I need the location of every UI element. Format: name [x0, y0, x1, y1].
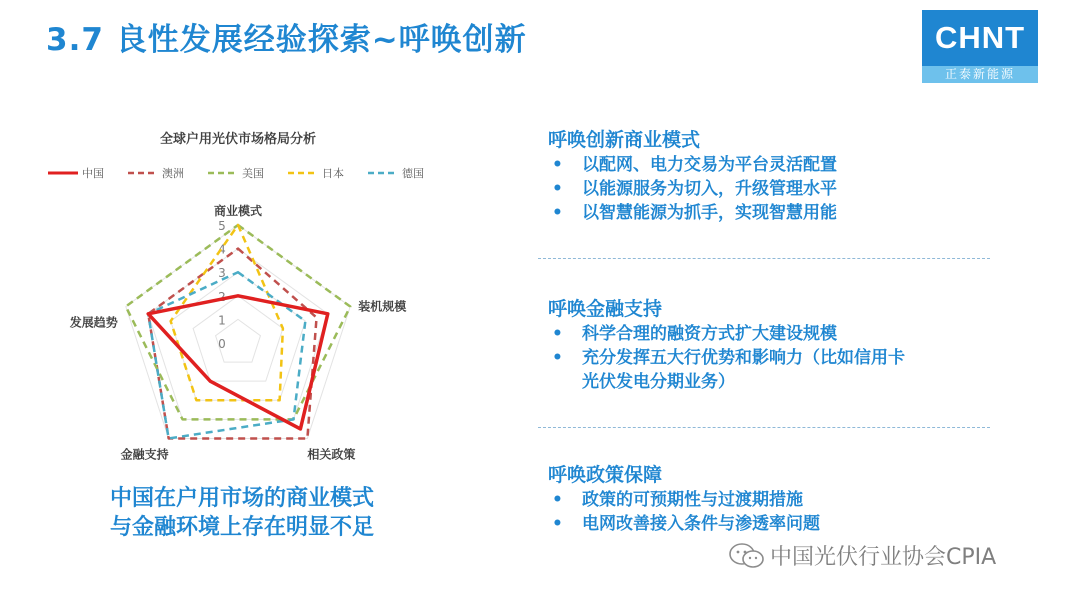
- grid-ring: [126, 225, 350, 438]
- caption-line-1: 中国在户用市场的商业模式: [109, 486, 374, 511]
- axis-label: 装机规模: [358, 299, 407, 314]
- bullet-dot: •: [552, 490, 563, 510]
- section-policy: [548, 462, 1018, 536]
- legend-label: 日本: [322, 167, 344, 180]
- section-title: 呼唤政策保障: [548, 464, 663, 486]
- section-divider: [538, 258, 990, 259]
- watermark: [728, 540, 996, 571]
- tick-label: 1: [218, 313, 226, 328]
- tick-label: 3: [218, 266, 226, 281]
- tick-label: 5: [218, 219, 226, 233]
- wechat-icon: [728, 541, 766, 571]
- chart-caption: [82, 484, 402, 542]
- bullet-dot: •: [552, 514, 563, 534]
- company-logo: [922, 10, 1038, 83]
- section-title: 呼唤创新商业模式: [548, 129, 701, 151]
- legend-label: 澳洲: [162, 167, 184, 180]
- section-title: 呼唤金融支持: [548, 298, 663, 320]
- bullet-item: • 科学合理的融资方式扩大建设规模: [552, 324, 837, 344]
- tick-label: 0: [218, 337, 226, 351]
- bullet-dot: •: [552, 348, 563, 368]
- bullet-item: • 以能源服务为切入，升级管理水平: [552, 179, 837, 199]
- bullet-dot: •: [552, 203, 563, 223]
- legend-label: 美国: [242, 167, 264, 180]
- bullet-item: • 充分发挥五大行优势和影响力（比如信用卡: [552, 348, 905, 368]
- bullet-item: • 以配网、电力交易为平台灵活配置: [552, 155, 837, 175]
- bullet-dot: •: [552, 179, 563, 199]
- tick-label: 4: [218, 242, 226, 257]
- logo-subtitle: 正泰新能源: [922, 66, 1038, 83]
- bullet-dot: •: [552, 155, 563, 175]
- section-finance: [548, 296, 1018, 394]
- bullet-item: • 以智慧能源为抓手，实现智慧用能: [552, 203, 837, 223]
- logo-brand: CHNT: [922, 10, 1038, 66]
- bullet-item: • 电网改善接入条件与渗透率问题: [552, 514, 820, 534]
- bullet-item-continued: 光伏发电分期业务）: [582, 372, 735, 392]
- slide-title: 3.7 良性发展经验探索~呼唤创新: [46, 22, 527, 58]
- axis-label: 金融支持: [120, 447, 169, 462]
- axis-label: 发展趋势: [69, 315, 118, 330]
- grid-ring: [193, 296, 283, 381]
- section-divider: [538, 427, 990, 428]
- chart-title: 全球户用光伏市场格局分析: [159, 132, 317, 147]
- legend-label: 德国: [402, 167, 424, 180]
- radar-chart: [40, 125, 460, 465]
- axis-label: 商业模式: [213, 204, 263, 218]
- legend-label: 中国: [82, 167, 104, 180]
- caption-line-2: 与金融环境上存在明显不足: [109, 515, 374, 540]
- radar-chart-svg: [40, 125, 460, 465]
- axis-label: 相关政策: [307, 447, 356, 462]
- tick-label: 2: [218, 289, 226, 304]
- watermark-text: 中国光伏行业协会CPIA: [770, 545, 997, 570]
- bullet-item: • 政策的可预期性与过渡期措施: [552, 490, 803, 510]
- section-business-model: [548, 127, 1018, 225]
- bullet-dot: •: [552, 324, 563, 344]
